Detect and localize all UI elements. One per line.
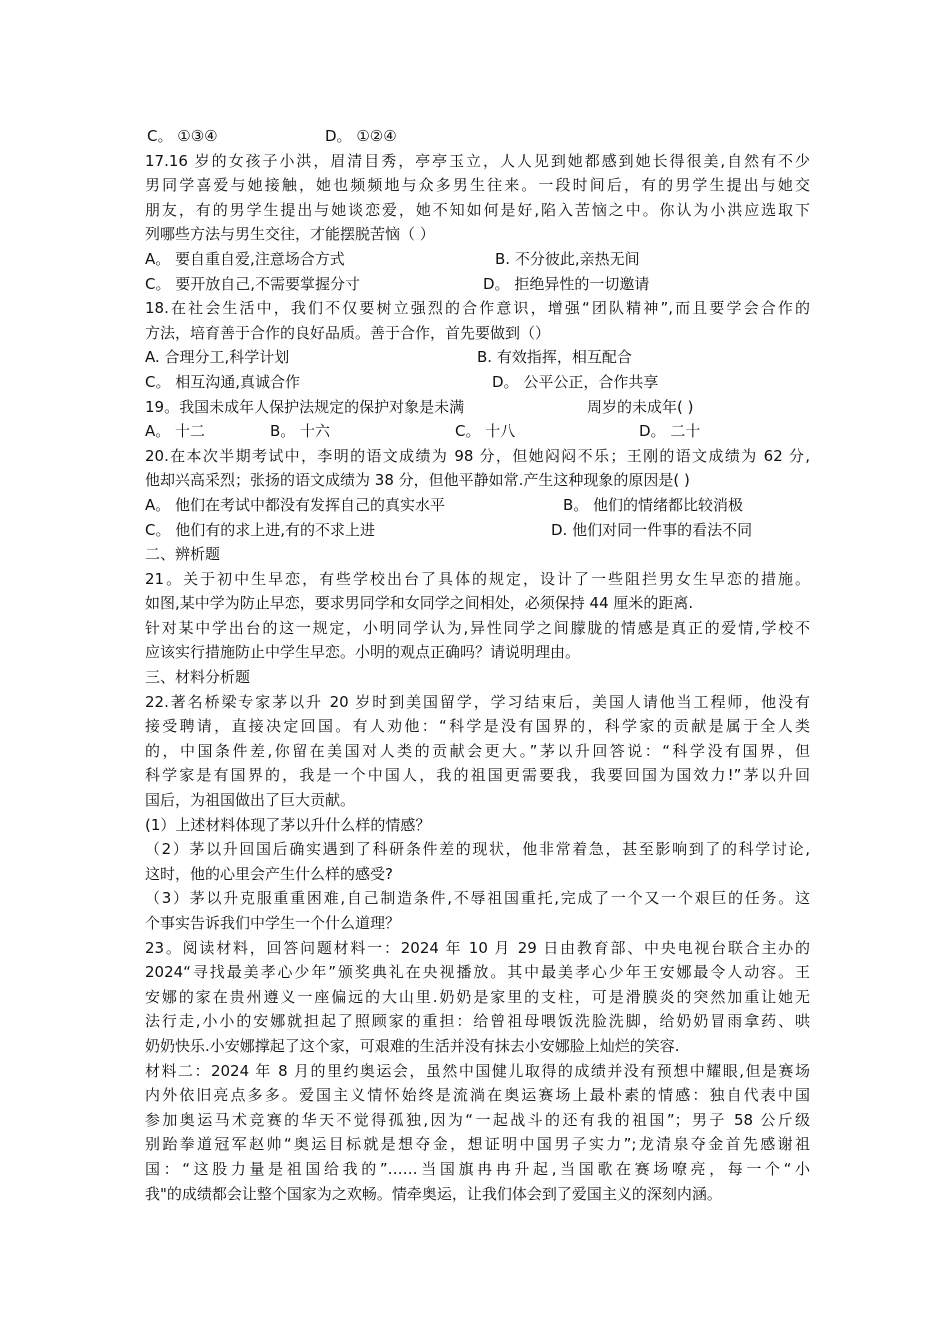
q21-line: 应该实行措施防止中学生早恋。小明的观点正确吗？请说明理由。 — [145, 643, 581, 662]
q22-subquestion-1: (1）上述材料体现了茅以升什么样的情感？ — [145, 815, 431, 834]
q23-material-2-line: 我"的成绩都会让整个国家为之欢畅。情牵奥运，让我们体会到了爱国主义的深刻内涵。 — [145, 1184, 722, 1203]
q20-option-a: A。 他们在考试中都没有发挥自己的真实水平 — [145, 495, 446, 514]
q23-line: 2024“寻找最美孝心少年”颁奖典礼在央视播放。其中最美孝心少年王安娜最令人动容。王 — [145, 963, 810, 982]
q23-material-2-line: 参加奥运马术竞赛的华天不觉得孤独,因为“一起战斗的还有我的祖国”；男子 58 公斤级 — [145, 1110, 810, 1129]
q21-line: 21。关于初中生早恋，有些学校出台了具体的规定，设计了一些阻拦男女生早恋的措施。 — [145, 569, 810, 588]
q22-line: 22.著名桥梁专家茅以升 20 岁时到美国留学，学习结束后，美国人请他当工程师，他没有 — [145, 692, 810, 711]
q18-option-b: B. 有效指挥，相互配合 — [477, 348, 632, 367]
q20-stem-line: 20.在本次半期考试中，李明的语文成绩为 98 分，但她闷闷不乐；王刚的语文成绩为 62 分, — [145, 446, 810, 465]
q17-option-b: B. 不分彼此,亲热无间 — [495, 249, 640, 268]
q20-option-b: B。 他们的情绪都比较消极 — [563, 495, 744, 514]
q17-stem-line: 17.16 岁的女孩子小洪，眉清目秀，亭亭玉立，人人见到她都感到她长得很美,自然有不少 — [145, 151, 810, 170]
q22-subquestion-3: （3）茅以升克服重重困难,自己制造条件,不辱祖国重托,完成了一个又一个艰巨的任务。这 — [145, 889, 810, 908]
q22-line: 的，中国条件差,你留在美国对人类的贡献会更大。”茅以升回答说：“科学没有国界，但 — [145, 741, 810, 760]
q16-options-row — [145, 124, 810, 149]
q18-stem-line: 方法，培育善于合作的良好品质。善于合作，首先要做到（） — [145, 323, 551, 342]
q17-option-a: A。 要自重自爱,注意场合方式 — [145, 249, 345, 268]
section-heading-3: 三、材料分析题 — [145, 668, 251, 687]
q18-stem-line: 18.在社会生活中，我们不仅要树立强烈的合作意识，增强“团队精神”,而且要学会合作的 — [145, 299, 810, 318]
q18-option-d: D。 公平公正，合作共享 — [492, 372, 659, 391]
q21-line: 针对某中学出台的这一规定，小明同学认为,异性同学之间朦胧的情感是真正的爱情,学校不 — [145, 618, 810, 637]
q23-material-2-line: 国：“这股力量是祖国给我的”……当国旗冉冉升起,当国歌在赛场嘹亮，每一个“小 — [145, 1159, 810, 1178]
q17-options-row-2 — [145, 272, 810, 297]
q20-stem-line: 他却兴高采烈；张扬的语文成绩为 38 分，但他平静如常.产生这种现象的原因是( ) — [145, 471, 690, 490]
q19-stem: 19。我国未成年人保护法规定的保护对象是未满 — [145, 397, 465, 416]
q17-option-c: C。 要开放自己,不需要掌握分寸 — [145, 274, 361, 293]
exam-content — [145, 124, 810, 1206]
q22-line: 接受聘请，直接决定回国。有人劝他：“科学是没有国界的，科学家的贡献是属于全人类 — [145, 717, 810, 736]
q16-option-d: D。 ①②④ — [325, 127, 397, 145]
q19-option-c: C。 十八 — [455, 422, 516, 441]
q17-stem-line: 列哪些方法与男生交往，才能摆脱苦恼（ ） — [145, 225, 435, 244]
q17-stem-line: 朋友，有的男学生提出与她谈恋爱，她不知如何是好,陷入苦恼之中。你认为小洪应选取下 — [145, 200, 810, 219]
q20-options-row-2 — [145, 518, 810, 543]
q23-material-2-line: 内外依旧亮点多多。爱国主义情怀始终是流淌在奥运赛场上最朴素的情感：独自代表中国 — [145, 1086, 810, 1105]
q17-option-d: D。 拒绝异性的一切邀请 — [483, 274, 650, 293]
q18-option-c: C。 相互沟通,真诚合作 — [145, 372, 301, 391]
q23-line: 安娜的家在贵州遵义一座偏远的大山里.奶奶是家里的支柱，可是滑膜炎的突然加重让她无 — [145, 987, 810, 1006]
q19-stem-tail: 周岁的未成年( ) — [587, 397, 694, 416]
q23-line: 奶奶快乐.小安娜撑起了这个家，可艰难的生活并没有抹去小安娜脸上灿烂的笑容. — [145, 1036, 680, 1055]
q18-options-row-1 — [145, 345, 810, 370]
q16-option-c: C。 ①③④ — [147, 127, 218, 145]
q17-options-row-1 — [145, 247, 810, 272]
q22-line: 国后，为祖国做出了巨大贡献。 — [145, 791, 356, 810]
q23-line: 法行走,小小的安娜就担起了照顾家的重担：给曾祖母喂饭洗脸洗脚，给奶奶冒雨拿药、哄 — [145, 1012, 810, 1031]
q19-options-row — [145, 419, 810, 444]
q20-option-d: D. 他们对同一件事的看法不同 — [551, 520, 753, 539]
q18-options-row-2 — [145, 370, 810, 395]
q19-stem-line — [145, 395, 810, 420]
section-heading-2: 二、辨析题 — [145, 545, 221, 564]
q19-option-b: B。 十六 — [270, 422, 331, 441]
q21-line: 如图,某中学为防止早恋，要求男同学和女同学之间相处，必须保持 44 厘米的距离. — [145, 594, 694, 613]
q22-subquestion-2-cont: 这时，他的心里会产生什么样的感受? — [145, 864, 393, 883]
q20-option-c: C。 他们有的求上进,有的不求上进 — [145, 520, 376, 539]
q23-material-2-line: 别跆拳道冠军赵帅“奥运目标就是想夺金，想证明中国男子实力”;龙清泉夺金首先感谢祖 — [145, 1135, 810, 1154]
q19-option-a: A。 十二 — [145, 422, 206, 441]
q23-line: 23。阅读材料，回答问题材料一：2024 年 10 月 29 日由教育部、中央电视台联合主办的 — [145, 938, 810, 957]
q22-subquestion-3-cont: 个事实告诉我们中学生一个什么道理？ — [145, 914, 401, 932]
q22-subquestion-2: （2）茅以升回国后确实遇到了科研条件差的现状，他非常着急，甚至影响到了的科学讨论, — [145, 840, 810, 859]
q22-line: 科学家是有国界的，我是一个中国人，我的祖国更需要我，我要回国为国效力!”茅以升回 — [145, 766, 810, 785]
q18-option-a: A. 合理分工,科学计划 — [145, 348, 290, 367]
q20-options-row-1 — [145, 493, 810, 518]
q17-stem-line: 男同学喜爱与她接触，她也频频地与众多男生往来。一段时间后，有的男学生提出与她交 — [145, 176, 810, 195]
q19-option-d: D。 二十 — [639, 422, 701, 441]
q23-material-2-line: 材料二：2024 年 8 月的里约奥运会，虽然中国健儿取得的成绩并没有预想中耀眼,但是赛场 — [145, 1061, 810, 1080]
